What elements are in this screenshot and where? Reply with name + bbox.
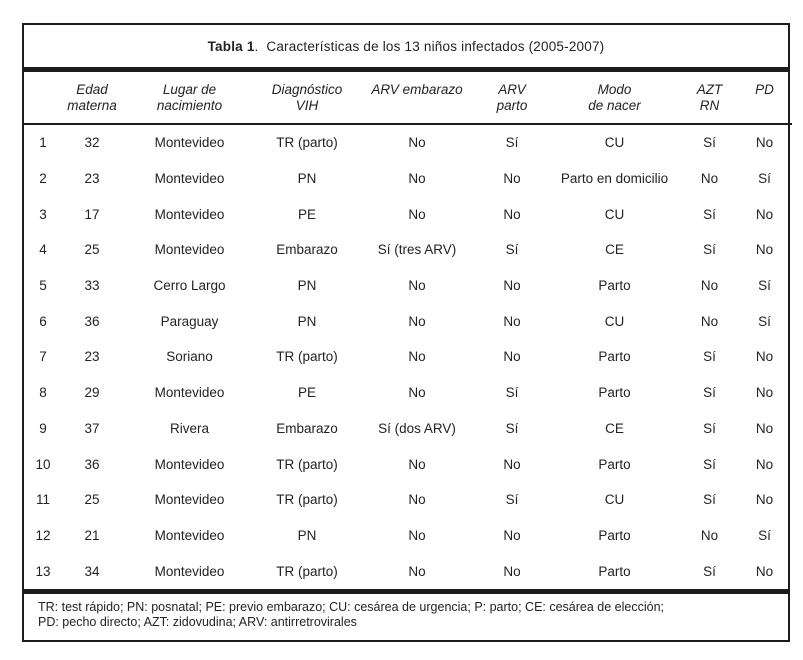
data-cell: 17 [84, 206, 100, 222]
table-row [24, 482, 792, 518]
data-cell: No [408, 135, 426, 151]
data-cell: No [408, 492, 426, 508]
col-header-pd [737, 72, 792, 124]
row-number-cell: 10 [35, 456, 51, 472]
data-cell: Sí (dos ARV) [378, 420, 456, 436]
data-cell: CE [605, 420, 624, 436]
data-cell: 36 [84, 313, 100, 329]
data-cell: Embarazo [276, 420, 338, 436]
data-cell: No [408, 349, 426, 365]
data-cell: Sí [505, 420, 519, 436]
data-cell: Parto en domicilio [560, 171, 669, 187]
data-cell: Montevideo [154, 456, 225, 472]
col-header-line: nacimiento [156, 98, 223, 113]
data-cell: No [755, 385, 774, 401]
table-title-label: Tabla 1 [207, 38, 255, 54]
data-cell: CU [604, 206, 625, 222]
col-header-arv-embarazo [357, 72, 477, 124]
col-header-line: Lugar de [162, 82, 217, 97]
data-cell: Sí [505, 135, 519, 151]
col-header-lugar-nacimiento [122, 72, 257, 124]
row-number-cell: 13 [35, 563, 51, 579]
row-number-cell: 7 [39, 349, 47, 365]
data-cell: No [755, 242, 774, 258]
footnote-line-1: TR: test rápido; PN: posnatal; PE: previo embarazo; CU: cesárea de urgencia; P: parto; CE: cesárea de elección; [38, 599, 665, 614]
col-header-azt-rn [682, 72, 737, 124]
table-frame [22, 23, 790, 642]
table-row [24, 339, 792, 375]
data-cell: No [700, 278, 719, 294]
data-cell: No [503, 563, 521, 579]
data-cell: No [700, 313, 719, 329]
data-cell: PE [297, 385, 316, 401]
data-cell: No [700, 171, 719, 187]
data-cell: No [408, 171, 426, 187]
data-cell: Montevideo [154, 206, 225, 222]
table-row [24, 446, 792, 482]
row-number-cell: 5 [39, 278, 47, 294]
data-cell: Sí [703, 492, 716, 508]
data-cell: No [755, 563, 774, 579]
row-number-cell: 12 [35, 527, 51, 543]
table-row [24, 518, 792, 554]
data-cell: No [408, 385, 426, 401]
footnote-line-2: PD: pecho directo; AZT: zidovudina; ARV: antirretrovirales [38, 615, 357, 630]
footnote [24, 589, 788, 640]
data-cell: No [408, 313, 426, 329]
data-cell: No [755, 135, 774, 151]
data-cell: 29 [84, 385, 100, 401]
table-body [24, 124, 792, 589]
data-cell: PN [297, 171, 317, 187]
data-cell: No [755, 349, 774, 365]
data-cell: Parto [598, 278, 631, 294]
data-cell: No [503, 527, 521, 543]
data-cell: Sí [758, 278, 771, 294]
data-cell: TR (parto) [276, 492, 338, 508]
data-cell: Montevideo [154, 563, 225, 579]
col-header-line: Diagnóstico [271, 82, 343, 97]
row-number-cell: 11 [35, 492, 50, 508]
table-row [24, 161, 792, 197]
row-number-cell: 4 [39, 242, 47, 258]
data-cell: Sí [758, 527, 771, 543]
data-cell: Sí [758, 313, 771, 329]
row-number-cell: 6 [39, 313, 47, 329]
data-cell: No [700, 527, 719, 543]
col-header-line: materna [67, 98, 117, 113]
data-cell: Parto [598, 456, 631, 472]
col-header-line: ARV [498, 82, 526, 97]
data-cell: Sí (tres ARV) [377, 242, 457, 258]
row-number-cell: 1 [39, 135, 47, 151]
data-cell: No [755, 206, 774, 222]
data-cell: No [408, 278, 426, 294]
data-cell: CU [604, 492, 625, 508]
col-header-line: de nacer [588, 98, 641, 113]
col-header-row-number [24, 72, 62, 124]
data-cell: CU [604, 135, 625, 151]
row-number-cell: 2 [39, 171, 47, 187]
table-row [24, 303, 792, 339]
data-cell: PE [297, 206, 316, 222]
col-header-line: RN [699, 98, 720, 113]
characteristics-table [24, 72, 792, 589]
data-cell: CU [604, 313, 625, 329]
col-header-line: Edad [76, 82, 108, 97]
table-row [24, 124, 792, 161]
data-cell: Montevideo [154, 171, 225, 187]
data-cell: PN [297, 278, 317, 294]
data-cell: Parto [598, 385, 631, 401]
data-cell: Parto [598, 349, 631, 365]
row-number-cell: 3 [39, 206, 47, 222]
data-cell: PN [297, 313, 317, 329]
col-header-line: VIH [295, 98, 319, 113]
data-cell: 34 [84, 563, 100, 579]
data-cell: No [408, 563, 426, 579]
data-cell: 25 [84, 492, 100, 508]
data-cell: Sí [505, 385, 519, 401]
table-row [24, 232, 792, 268]
data-cell: No [503, 313, 521, 329]
data-cell: No [755, 492, 774, 508]
data-cell: No [408, 206, 426, 222]
data-cell: No [755, 420, 774, 436]
data-cell: Parto [598, 563, 631, 579]
data-cell: Sí [703, 563, 716, 579]
data-cell: Montevideo [154, 135, 225, 151]
data-cell: Sí [505, 242, 519, 258]
data-cell: No [503, 206, 521, 222]
table-row [24, 375, 792, 411]
data-cell: No [408, 527, 426, 543]
col-header-arv-parto [477, 72, 547, 124]
data-cell: Montevideo [154, 242, 225, 258]
col-header-line: AZT [696, 82, 723, 97]
data-cell: Sí [505, 492, 519, 508]
data-cell: 25 [84, 242, 100, 258]
data-cell: 21 [84, 527, 100, 543]
data-cell: Sí [703, 242, 716, 258]
col-header-diagnostico-vih [257, 72, 357, 124]
data-cell: Parto [598, 527, 631, 543]
data-cell: No [503, 171, 521, 187]
data-cell: TR (parto) [276, 456, 338, 472]
data-cell: Rivera [169, 420, 209, 436]
data-cell: No [408, 456, 426, 472]
data-cell: CE [605, 242, 624, 258]
row-number-cell: 8 [39, 385, 47, 401]
data-cell: Sí [758, 171, 771, 187]
col-header-line: ARV embarazo [371, 82, 463, 97]
data-cell: PN [297, 527, 317, 543]
table-row [24, 268, 792, 304]
data-cell: No [503, 278, 521, 294]
col-header-edad-materna [62, 72, 122, 124]
data-cell: TR (parto) [276, 563, 338, 579]
data-cell: No [503, 456, 521, 472]
table-title-text: . Características de los 13 niños infectados (2005-2007) [254, 38, 605, 54]
data-cell: Embarazo [276, 242, 338, 258]
col-header-modo-de-nacer [547, 72, 682, 124]
data-cell: Sí [703, 349, 716, 365]
table-title [24, 25, 788, 72]
data-cell: Cerro Largo [153, 278, 226, 294]
col-header-line: Modo [597, 82, 632, 97]
data-cell: Sí [703, 385, 716, 401]
data-cell: No [503, 349, 521, 365]
data-cell: No [755, 456, 774, 472]
data-cell: Sí [703, 456, 716, 472]
data-cell: TR (parto) [276, 349, 338, 365]
data-cell: TR (parto) [276, 135, 338, 151]
table-row [24, 196, 792, 232]
row-number-cell: 9 [39, 420, 47, 436]
data-cell: Montevideo [154, 492, 225, 508]
table-row [24, 411, 792, 447]
data-cell: Montevideo [154, 527, 225, 543]
col-header-line: parto [496, 98, 528, 113]
data-cell: Sí [703, 206, 716, 222]
data-cell: 23 [84, 349, 100, 365]
data-cell: 23 [84, 171, 100, 187]
data-cell: Soriano [166, 349, 213, 365]
data-cell: 33 [84, 278, 100, 294]
data-cell: Paraguay [160, 313, 219, 329]
table-header-row [24, 72, 792, 124]
data-cell: Montevideo [154, 385, 225, 401]
data-cell: 32 [84, 135, 100, 151]
data-cell: Sí [703, 135, 716, 151]
col-header-line: PD [755, 82, 774, 97]
data-cell: Sí [703, 420, 716, 436]
table-row [24, 553, 792, 589]
data-cell: 37 [84, 420, 100, 436]
data-cell: 36 [84, 456, 100, 472]
